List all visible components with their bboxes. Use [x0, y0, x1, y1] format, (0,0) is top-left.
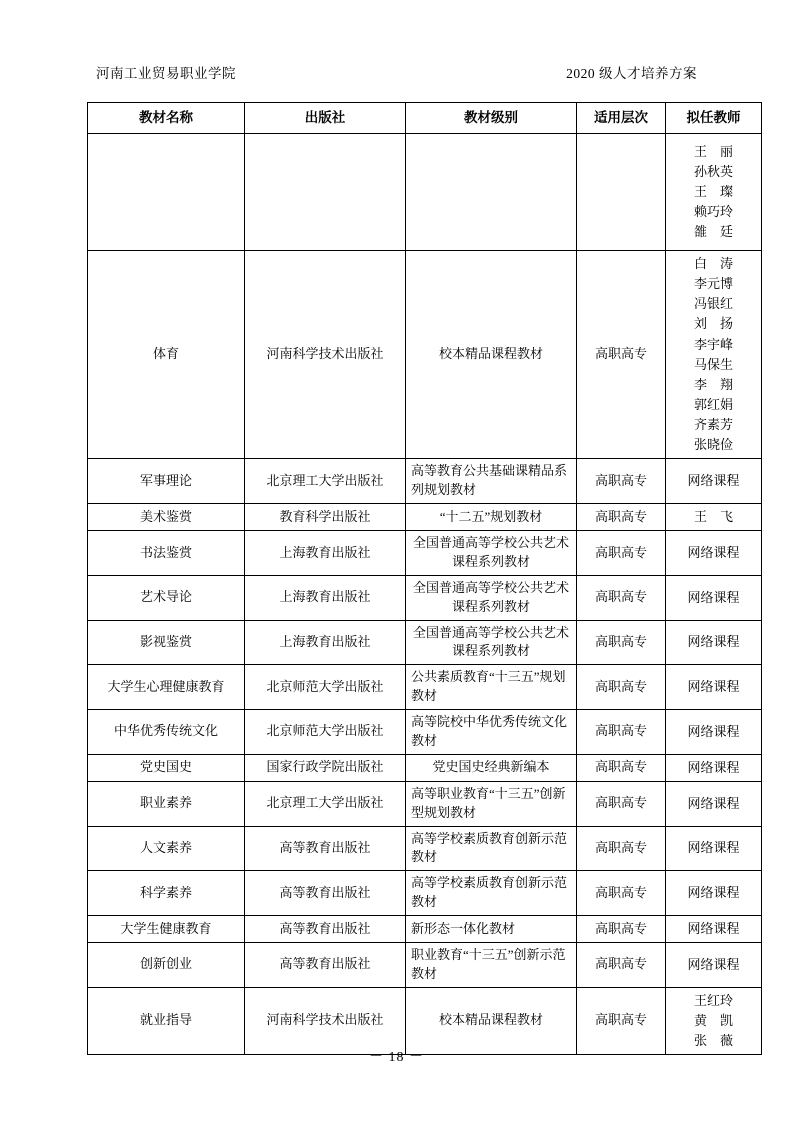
cell-applicable-tier: 高职高专	[577, 987, 666, 1054]
table-header-row	[88, 103, 762, 134]
teacher-name: 网络课程	[687, 589, 740, 605]
cell-applicable-tier: 高职高专	[577, 620, 666, 665]
teacher-name: 刘 扬	[693, 316, 733, 332]
teacher-name: 网络课程	[687, 545, 740, 560]
cell-textbook-level: 高等学校素质教育创新示范教材	[406, 871, 577, 916]
teacher-name: 郭红娟	[693, 396, 733, 412]
teacher-name: 李元博	[693, 276, 733, 292]
column-header-name: 教材名称	[88, 103, 245, 134]
cell-textbook-name: 创新创业	[88, 943, 245, 988]
teacher-name: 王 丽	[693, 143, 733, 159]
cell-textbook-name: 大学生心理健康教育	[88, 665, 245, 710]
teacher-name: 网络课程	[687, 920, 740, 936]
cell-textbook-name: 中华优秀传统文化	[88, 709, 245, 754]
cell-assigned-teachers	[666, 987, 762, 1054]
table-row	[88, 251, 762, 459]
teacher-name: 齐素芳	[693, 417, 733, 433]
cell-applicable-tier: 高职高专	[577, 251, 666, 459]
teacher-list	[671, 543, 756, 563]
cell-textbook-level: 校本精品课程教材	[406, 987, 577, 1054]
teacher-name: 网络课程	[687, 679, 740, 695]
cell-assigned-teachers	[666, 459, 762, 504]
teacher-name: 黄 凯	[693, 1012, 733, 1028]
table-row	[88, 665, 762, 710]
table-row	[88, 531, 762, 576]
teacher-name: 白 涛	[693, 256, 733, 271]
table-header	[88, 103, 762, 134]
teacher-name: 雒 廷	[693, 224, 733, 240]
teacher-list	[671, 588, 756, 608]
page-number: － 18 －	[369, 1050, 424, 1065]
column-header-publisher: 出版社	[245, 103, 406, 134]
cell-textbook-level: 全国普通高等学校公共艺术课程系列教材	[406, 575, 577, 620]
teacher-list	[671, 507, 756, 527]
teacher-name: 王红玲	[693, 992, 733, 1008]
teacher-list	[671, 991, 756, 1051]
cell-applicable-tier: 高职高专	[577, 459, 666, 504]
teacher-list	[671, 758, 756, 778]
cell-applicable-tier: 高职高专	[577, 504, 666, 531]
cell-textbook-name: 党史国史	[88, 754, 245, 781]
cell-publisher: 河南科学技术出版社	[245, 987, 406, 1054]
cell-publisher: 北京理工大学出版社	[245, 459, 406, 504]
cell-applicable-tier	[577, 134, 666, 251]
table-row	[88, 620, 762, 665]
header-document-title: 2020 级人才培养方案	[566, 66, 697, 81]
teacher-name: 网络课程	[687, 840, 740, 856]
cell-textbook-name: 军事理论	[88, 459, 245, 504]
table-row	[88, 754, 762, 781]
cell-textbook-level: 高等学校素质教育创新示范教材	[406, 826, 577, 871]
table-row	[88, 575, 762, 620]
table-row	[88, 134, 762, 251]
table-row	[88, 709, 762, 754]
table-row	[88, 504, 762, 531]
cell-textbook-name: 艺术导论	[88, 575, 245, 620]
page-footer	[0, 1046, 793, 1066]
cell-publisher	[245, 134, 406, 251]
table-row	[88, 826, 762, 871]
cell-applicable-tier: 高职高专	[577, 709, 666, 754]
column-header-teacher: 拟任教师	[666, 103, 762, 134]
cell-applicable-tier: 高职高专	[577, 826, 666, 871]
cell-applicable-tier: 高职高专	[577, 531, 666, 576]
cell-assigned-teachers	[666, 251, 762, 459]
teacher-name: 网络课程	[687, 473, 740, 489]
cell-publisher: 高等教育出版社	[245, 915, 406, 942]
cell-textbook-name: 职业素养	[88, 781, 245, 826]
teacher-name: 李宇峰	[693, 336, 733, 352]
teacher-list	[671, 471, 756, 491]
cell-assigned-teachers	[666, 943, 762, 988]
teacher-name: 孙秋英	[693, 163, 733, 179]
cell-applicable-tier: 高职高专	[577, 575, 666, 620]
teacher-name: 网络课程	[687, 634, 740, 650]
teacher-name: 网络课程	[687, 884, 740, 900]
column-header-level: 教材级别	[406, 103, 577, 134]
teacher-name: 赖巧玲	[693, 204, 733, 220]
cell-textbook-level: 高等院校中华优秀传统文化教材	[406, 709, 577, 754]
cell-textbook-level: 校本精品课程教材	[406, 251, 577, 459]
cell-assigned-teachers	[666, 826, 762, 871]
teacher-list	[671, 142, 756, 243]
cell-publisher: 北京师范大学出版社	[245, 709, 406, 754]
cell-textbook-level: 高等职业教育“十三五”创新型规划教材	[406, 781, 577, 826]
cell-applicable-tier: 高职高专	[577, 781, 666, 826]
teacher-name: 网络课程	[687, 759, 740, 775]
teacher-list	[671, 838, 756, 858]
cell-textbook-name: 美术鉴赏	[88, 504, 245, 531]
cell-publisher: 上海教育出版社	[245, 531, 406, 576]
cell-publisher: 河南科学技术出版社	[245, 251, 406, 459]
teacher-name: 李 翔	[693, 376, 733, 392]
cell-textbook-name: 大学生健康教育	[88, 915, 245, 942]
cell-textbook-name: 影视鉴赏	[88, 620, 245, 665]
cell-textbook-name	[88, 134, 245, 251]
page-header	[96, 62, 697, 82]
cell-assigned-teachers	[666, 871, 762, 916]
cell-assigned-teachers	[666, 531, 762, 576]
table-row	[88, 871, 762, 916]
cell-textbook-level: 全国普通高等学校公共艺术课程系列教材	[406, 620, 577, 665]
cell-assigned-teachers	[666, 134, 762, 251]
column-header-tier: 适用层次	[577, 103, 666, 134]
cell-textbook-level	[406, 134, 577, 251]
cell-assigned-teachers	[666, 665, 762, 710]
teacher-name: 王 飞	[693, 509, 733, 525]
cell-applicable-tier: 高职高专	[577, 665, 666, 710]
textbook-table	[87, 102, 762, 1055]
cell-publisher: 国家行政学院出版社	[245, 754, 406, 781]
cell-textbook-level: 公共素质教育“十三五”规划教材	[406, 665, 577, 710]
teacher-list	[671, 677, 756, 697]
teacher-list	[671, 794, 756, 814]
cell-applicable-tier: 高职高专	[577, 915, 666, 942]
table-row	[88, 915, 762, 942]
cell-applicable-tier: 高职高专	[577, 943, 666, 988]
cell-textbook-level: 全国普通高等学校公共艺术课程系列教材	[406, 531, 577, 576]
teacher-list	[671, 883, 756, 903]
teacher-name: 冯银红	[693, 296, 733, 312]
cell-publisher: 高等教育出版社	[245, 871, 406, 916]
cell-publisher: 北京理工大学出版社	[245, 781, 406, 826]
cell-publisher: 教育科学出版社	[245, 504, 406, 531]
cell-applicable-tier: 高职高专	[577, 754, 666, 781]
table-row	[88, 459, 762, 504]
cell-publisher: 上海教育出版社	[245, 575, 406, 620]
cell-textbook-level: 职业教育“十三五”创新示范教材	[406, 943, 577, 988]
cell-assigned-teachers	[666, 754, 762, 781]
cell-textbook-level: “十二五”规划教材	[406, 504, 577, 531]
teacher-list	[671, 254, 756, 455]
cell-assigned-teachers	[666, 575, 762, 620]
table-row	[88, 781, 762, 826]
cell-textbook-name: 就业指导	[88, 987, 245, 1054]
teacher-name: 网络课程	[687, 723, 740, 739]
cell-textbook-name: 书法鉴赏	[88, 531, 245, 576]
table-row	[88, 943, 762, 988]
teacher-name: 张晓俭	[693, 437, 733, 453]
cell-textbook-name: 体育	[88, 251, 245, 459]
teacher-name: 王 璨	[693, 183, 733, 199]
table-body	[88, 134, 762, 1055]
teacher-name: 张 薇	[693, 1032, 733, 1048]
cell-assigned-teachers	[666, 781, 762, 826]
header-institution: 河南工业贸易职业学院	[96, 66, 236, 81]
cell-assigned-teachers	[666, 620, 762, 665]
cell-assigned-teachers	[666, 504, 762, 531]
cell-textbook-level: 党史国史经典新编本	[406, 754, 577, 781]
teacher-name: 网络课程	[687, 956, 740, 972]
teacher-list	[671, 632, 756, 652]
cell-publisher: 上海教育出版社	[245, 620, 406, 665]
cell-textbook-level: 高等教育公共基础课精品系列规划教材	[406, 459, 577, 504]
cell-applicable-tier: 高职高专	[577, 871, 666, 916]
cell-publisher: 高等教育出版社	[245, 826, 406, 871]
cell-textbook-name: 人文素养	[88, 826, 245, 871]
teacher-list	[671, 955, 756, 975]
cell-assigned-teachers	[666, 709, 762, 754]
cell-assigned-teachers	[666, 915, 762, 942]
teacher-list	[671, 722, 756, 742]
cell-textbook-name: 科学素养	[88, 871, 245, 916]
teacher-list	[671, 919, 756, 939]
cell-textbook-level: 新形态一体化教材	[406, 915, 577, 942]
table-row	[88, 987, 762, 1054]
cell-publisher: 北京师范大学出版社	[245, 665, 406, 710]
teacher-name: 网络课程	[687, 795, 740, 811]
cell-publisher: 高等教育出版社	[245, 943, 406, 988]
teacher-name: 马保生	[693, 356, 733, 372]
